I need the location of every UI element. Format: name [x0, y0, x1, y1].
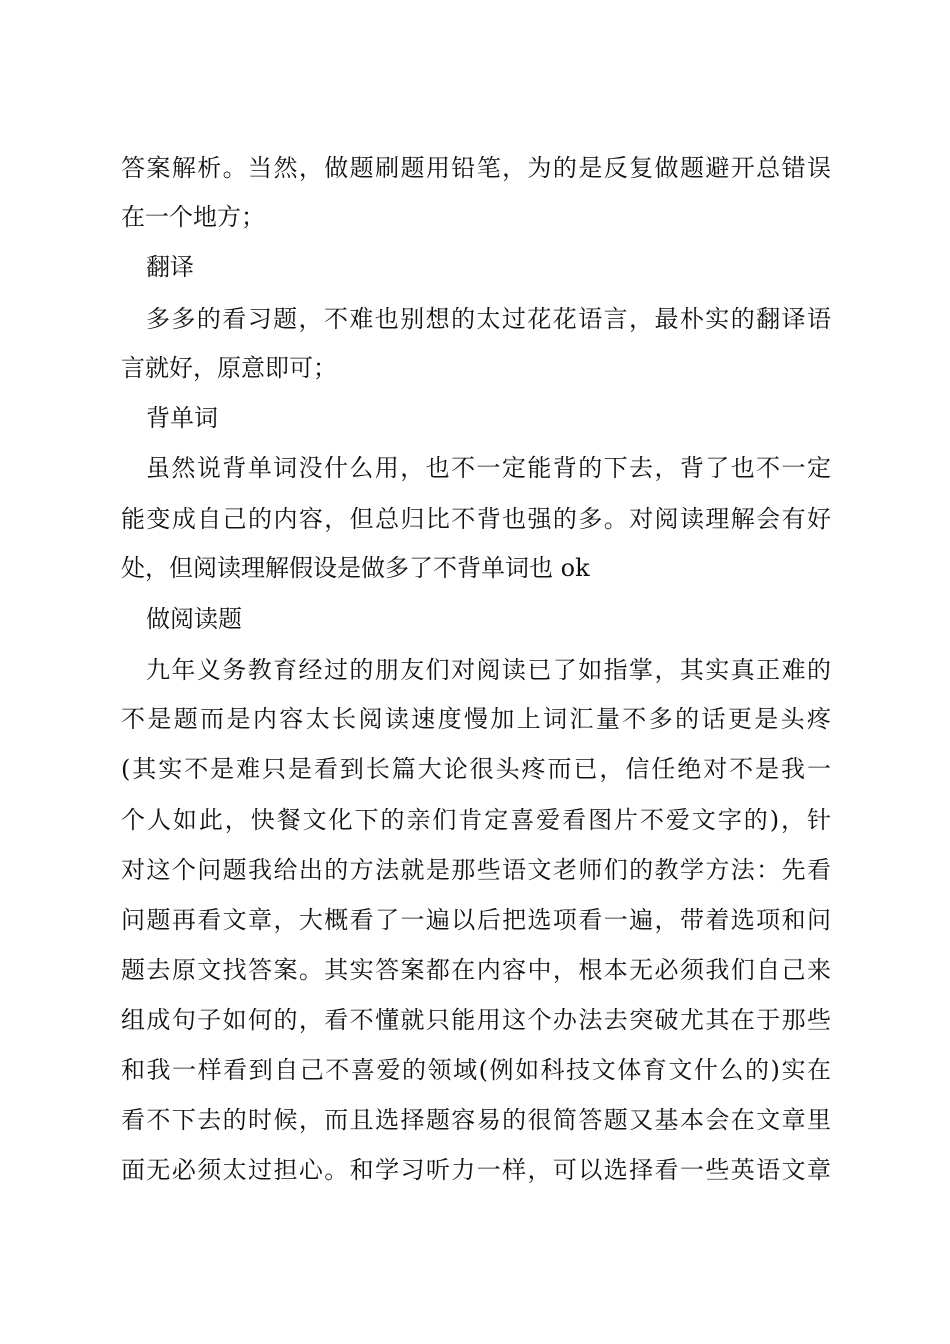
text-line: 面无必须太过担心。和学习听力一样，可以选择看一些英语文章 [121, 1156, 831, 1184]
section-heading: 做阅读题 [146, 605, 242, 633]
text-line: 组成句子如何的，看不懂就只能用这个办法去突破尤其在于那些 [121, 1006, 831, 1034]
text-line: 和我一样看到自己不喜爱的领域(例如科技文体育文什么的)实在 [121, 1056, 831, 1084]
text-line: 看不下去的时候，而且选择题容易的很简答题又基本会在文章里 [121, 1106, 831, 1134]
text-line: 答案解析。当然，做题刷题用铅笔，为的是反复做题避开总错误 [121, 154, 831, 182]
text-line: 言就好，原意即可； [121, 354, 337, 382]
text-line: 能变成自己的内容，但总归比不背也强的多。对阅读理解会有好 [121, 505, 831, 533]
text-line: 题去原文找答案。其实答案都在内容中，根本无必须我们自己来 [121, 956, 831, 984]
text-line: 问题再看文章，大概看了一遍以后把选项看一遍，带着选项和问 [121, 906, 831, 934]
text-line: 虽然说背单词没什么用，也不一定能背的下去，背了也不一定 [146, 454, 831, 482]
text-line: 个人如此，快餐文化下的亲们肯定喜爱看图片不爱文字的)，针 [121, 806, 831, 834]
text-line: 九年义务教育经过的朋友们对阅读已了如指掌，其实真正难的 [146, 656, 831, 684]
section-heading: 背单词 [146, 404, 218, 432]
text-line: 在一个地方； [121, 203, 265, 231]
section-heading: 翻译 [146, 253, 194, 281]
text-line: 对这个问题我给出的方法就是那些语文老师们的教学方法：先看 [121, 856, 831, 884]
text-line: 多多的看习题，不难也别想的太过花花语言，最朴实的翻译语 [146, 305, 831, 333]
text-line: 处，但阅读理解假设是做多了不背单词也 ok [121, 554, 590, 582]
text-line: (其实不是难只是看到长篇大论很头疼而已，信任绝对不是我一 [121, 755, 831, 783]
text-line: 不是题而是内容太长阅读速度慢加上词汇量不多的话更是头疼 [121, 705, 831, 733]
